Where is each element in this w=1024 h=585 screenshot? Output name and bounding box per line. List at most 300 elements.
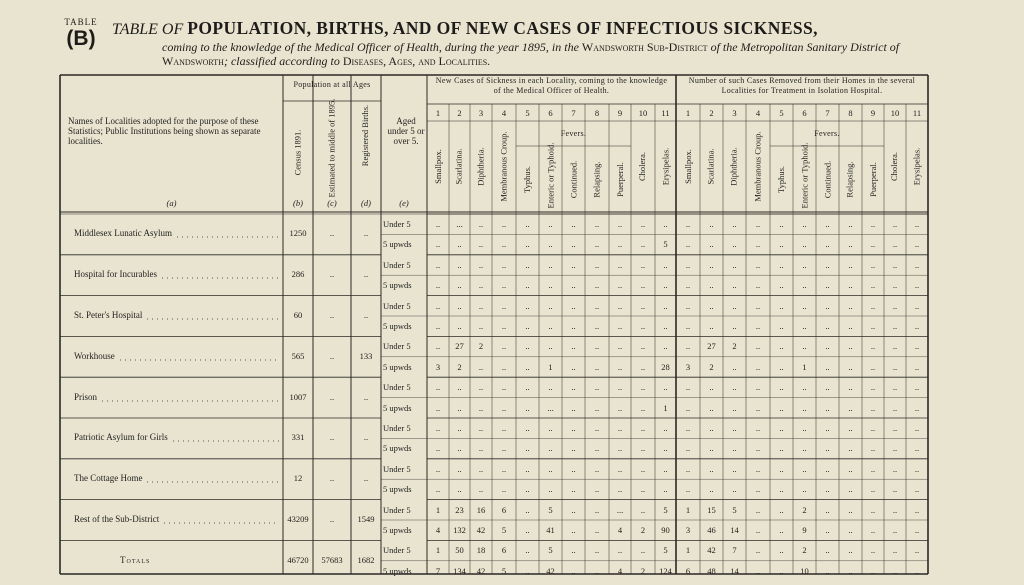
removed-case-value: ..: [892, 463, 898, 474]
removed-case-value: ..: [870, 239, 876, 250]
removed-case-value: ..: [802, 423, 807, 433]
new-case-value: ..: [501, 280, 507, 291]
new-case-value: ..: [525, 504, 530, 515]
removed-case-value: 2: [732, 341, 737, 352]
new-case-value: 2: [457, 361, 462, 372]
new-case-value: ..: [478, 239, 484, 250]
population-header: Population at all Ages: [293, 80, 371, 89]
disease-name: [723, 122, 746, 211]
new-case-value: 5: [501, 565, 507, 576]
removed-case-value: ..: [779, 321, 784, 331]
removed-case-value: ..: [870, 280, 876, 291]
new-case-value: ..: [594, 565, 600, 576]
new-case-value: ..: [501, 361, 507, 372]
removed-case-value: ..: [892, 361, 898, 372]
new-case-value: ..: [435, 321, 441, 331]
new-case-value: ..: [457, 259, 462, 270]
locality-name: Prison: [74, 391, 98, 402]
new-case-value: 1: [663, 402, 668, 413]
new-case-value: ..: [571, 280, 576, 291]
removed-case-value: ..: [848, 443, 853, 454]
estimated-header: [313, 98, 351, 200]
removed-case-value: ..: [870, 361, 876, 372]
removed-case-value: ..: [914, 545, 920, 556]
age-label: 5 upwds: [383, 443, 412, 454]
removed-case-value: ..: [848, 280, 853, 291]
disease-name: [816, 147, 839, 211]
disease-name-text: Erysipelas.: [660, 147, 671, 186]
disease-name-text: Membranous Croup.: [498, 131, 509, 202]
new-case-value: 5: [663, 239, 668, 250]
new-case-value: ..: [663, 259, 668, 270]
disease-name: [449, 122, 470, 211]
disease-name-text: Continued.: [822, 160, 833, 198]
new-case-value: ..: [525, 321, 530, 331]
removed-case-value: ..: [755, 280, 761, 291]
removed-case-value: ..: [870, 463, 876, 474]
removed-case-value: 48: [707, 565, 716, 576]
removed-case-value: ..: [685, 341, 691, 352]
new-case-value: ..: [617, 423, 623, 433]
new-case-value: ..: [478, 361, 484, 372]
removed-case-value: ..: [892, 545, 898, 556]
removed-case-value: ..: [870, 443, 876, 454]
births-value: ..: [363, 269, 369, 280]
removed-case-value: ..: [709, 219, 714, 229]
new-case-value: ..: [640, 423, 646, 433]
new-case-value: ..: [501, 341, 507, 352]
removed-case-value: ..: [709, 443, 714, 454]
new-case-value: ..: [663, 300, 668, 311]
new-case-value: 2: [478, 341, 484, 352]
removed-case-value: ..: [892, 423, 898, 433]
new-case-value: ..: [435, 219, 441, 229]
removed-case-value: ..: [848, 423, 853, 433]
disease-number: 8: [848, 108, 853, 118]
removed-case-value: ..: [685, 239, 691, 250]
new-case-value: ..: [435, 300, 441, 311]
removed-case-value: ..: [802, 239, 807, 250]
new-case-value: ..: [457, 239, 462, 250]
new-case-value: ..: [571, 565, 576, 576]
new-case-value: ..: [594, 545, 600, 556]
removed-case-value: ..: [709, 463, 714, 474]
disease-number: 2: [709, 108, 714, 118]
new-case-value: ..: [594, 321, 600, 331]
births-value: ..: [363, 473, 369, 484]
removed-case-value: 9: [802, 525, 807, 535]
births-value: 133: [359, 350, 373, 361]
disease-name: [516, 147, 539, 211]
new-case-value: ..: [548, 423, 553, 433]
removed-case-value: ..: [732, 239, 737, 250]
disease-name-text: Scarlatina.: [454, 148, 465, 185]
removed-case-value: ..: [892, 280, 898, 291]
removed-case-value: ..: [732, 361, 737, 372]
disease-name-text: Diphtheria.: [475, 147, 486, 186]
births-value: ..: [363, 310, 369, 320]
disease-name: [862, 147, 884, 211]
disease-number: 4: [755, 108, 761, 118]
removed-case-value: 1: [685, 545, 691, 556]
estimated-value: ..: [329, 391, 335, 402]
disease-name: [609, 147, 631, 211]
new-case-value: ..: [435, 443, 441, 454]
new-case-value: 4: [435, 525, 441, 535]
new-case-value: ..: [617, 463, 623, 474]
new-case-value: ..: [525, 300, 530, 311]
new-case-value: 3: [435, 361, 441, 372]
estimated-value: ..: [329, 350, 335, 361]
removed-case-value: ..: [732, 443, 737, 454]
disease-name-text: Relapsing.: [845, 160, 855, 198]
removed-case-value: ..: [914, 259, 920, 270]
new-case-value: ..: [525, 443, 530, 454]
removed-case-value: ..: [755, 361, 761, 372]
removed-case-value: ..: [892, 382, 898, 393]
new-case-value: ..: [548, 484, 553, 495]
new-case-value: ..: [548, 443, 553, 454]
births-header: [351, 80, 381, 190]
new-case-value: 18: [476, 545, 486, 556]
removed-case-value: ..: [870, 219, 876, 229]
new-case-value: ..: [571, 300, 576, 311]
removed-case-value: ..: [802, 341, 807, 352]
removed-case-value: ..: [709, 484, 714, 495]
new-case-value: 124: [659, 565, 672, 576]
age-label: Under 5: [383, 382, 411, 393]
new-case-value: ..: [457, 321, 462, 331]
removed-case-value: ..: [755, 259, 761, 270]
new-case-value: 90: [661, 525, 670, 535]
new-case-value: ..: [457, 423, 462, 433]
removed-case-value: ..: [870, 423, 876, 433]
names-header: Names of Localities adopted for the purpose of these Statistics; Public Institutions being shown as separate localities.: [68, 116, 261, 146]
disease-name: [676, 122, 700, 211]
removed-case-value: ..: [892, 239, 898, 250]
removed-case-value: ..: [825, 280, 830, 291]
new-case-value: ..: [548, 280, 553, 291]
new-case-value: 132: [453, 525, 466, 535]
removed-case-value: ..: [779, 300, 784, 311]
new-case-value: ..: [571, 504, 576, 515]
removed-case-value: ..: [825, 525, 830, 535]
subtitle-part: Wandsworth Sub-District: [581, 40, 708, 54]
age-label: 5 upwds: [383, 361, 412, 372]
disease-name-text: Puerperal.: [614, 161, 625, 197]
removed-case-value: ..: [825, 565, 830, 576]
new-case-value: ..: [617, 545, 623, 556]
removed-case-value: ..: [755, 525, 761, 535]
new-case-value: ..: [640, 300, 646, 311]
new-case-value: ..: [617, 280, 623, 291]
removed-case-value: ..: [779, 259, 784, 270]
disease-number: 7: [825, 108, 830, 118]
fevers-header: Fevers.: [814, 129, 840, 138]
new-case-value: ..: [571, 341, 576, 352]
removed-case-value: ..: [914, 341, 920, 352]
age-label: Under 5: [383, 504, 411, 515]
new-case-value: ..: [571, 382, 576, 393]
removed-case-value: ..: [848, 504, 853, 515]
removed-case-value: 27: [707, 341, 716, 352]
new-case-value: ..: [594, 219, 600, 229]
removed-case-value: ..: [870, 382, 876, 393]
disease-name: [470, 122, 492, 211]
new-case-value: ..: [594, 423, 600, 433]
removed-case-value: ..: [732, 219, 737, 229]
new-case-value: 42: [476, 565, 486, 576]
new-case-value: ..: [457, 463, 462, 474]
removed-case-value: ..: [685, 423, 691, 433]
estimated-value: ..: [329, 269, 335, 280]
new-case-value: ..: [594, 484, 600, 495]
births-value: ..: [363, 391, 369, 402]
removed-case-value: ..: [755, 484, 761, 495]
removed-case-value: ..: [914, 525, 920, 535]
new-case-value: ..: [663, 443, 668, 454]
new-case-value: ..: [571, 219, 576, 229]
estimated-value: ..: [329, 310, 335, 320]
column-letter: (e): [399, 198, 409, 208]
removed-case-value: ..: [914, 402, 920, 413]
removed-case-value: ..: [732, 321, 737, 331]
removed-case-value: 2: [709, 361, 714, 372]
removed-case-value: ..: [870, 402, 876, 413]
disease-number: 4: [501, 108, 507, 118]
census-value: 565: [291, 350, 305, 361]
disease-number: 10: [638, 108, 648, 118]
disease-name: [906, 122, 928, 211]
new-case-value: ..: [640, 463, 646, 474]
new-case-value: ..: [478, 259, 484, 270]
removed-case-value: ..: [779, 239, 784, 250]
new-case-value: ..: [501, 239, 507, 250]
removed-case-value: ..: [848, 321, 853, 331]
removed-case-value: ..: [892, 525, 898, 535]
removed-case-value: ..: [892, 565, 898, 576]
removed-case-value: ..: [892, 219, 898, 229]
new-case-value: 5: [501, 525, 507, 535]
locality-name: Rest of the Sub-District: [74, 514, 160, 524]
disease-number: 2: [457, 108, 462, 118]
disease-number: 8: [594, 108, 600, 118]
locality-name: Patriotic Asylum for Girls: [74, 432, 168, 443]
disease-name: [793, 141, 816, 211]
disease-name-text: Smallpox.: [682, 149, 693, 184]
disease-name: [492, 122, 516, 211]
removed-case-value: ..: [779, 545, 784, 556]
disease-name-text: Diphtheria.: [729, 147, 740, 186]
disease-name-text: Cholera.: [889, 151, 900, 182]
removed-case-value: ..: [802, 443, 807, 454]
new-case-value: ..: [525, 361, 530, 372]
locality-name: Hospital for Incurables: [74, 269, 157, 280]
removed-case-value: ..: [732, 300, 737, 311]
fevers-header: Fevers.: [560, 129, 587, 138]
removed-case-value: ..: [914, 300, 920, 311]
removed-case-value: ..: [709, 423, 714, 433]
new-case-value: ..: [478, 443, 484, 454]
removed-case-value: ..: [892, 443, 898, 454]
locality-name: St. Peter's Hospital: [74, 310, 143, 320]
removed-case-value: ..: [685, 300, 691, 311]
disease-name-text: Typhus.: [522, 165, 533, 193]
disease-number: 1: [435, 108, 441, 118]
removed-case-value: ..: [709, 382, 714, 393]
new-case-value: ...: [456, 219, 463, 229]
removed-case-value: ..: [779, 280, 784, 291]
new-case-value: ..: [663, 321, 668, 331]
new-case-value: ..: [640, 239, 646, 250]
new-case-value: ..: [594, 239, 600, 250]
new-case-value: 42: [546, 565, 555, 576]
removed-case-value: ..: [755, 402, 761, 413]
removed-case-value: ..: [755, 321, 761, 331]
removed-case-value: ..: [825, 341, 830, 352]
age-label: 5 upwds: [383, 280, 412, 291]
new-case-value: 2: [640, 565, 646, 576]
births-value: ..: [363, 432, 369, 443]
removed-case-value: ..: [779, 382, 784, 393]
new-case-value: 6: [501, 504, 507, 515]
column-letter: (a): [166, 198, 177, 208]
removed-case-value: ..: [802, 219, 807, 229]
new-case-value: ..: [435, 239, 441, 250]
new-case-value: 5: [548, 545, 553, 556]
removed-case-value: ..: [732, 259, 737, 270]
locality-name: The Cottage Home: [74, 473, 143, 484]
disease-number: 6: [548, 108, 553, 118]
new-case-value: ..: [594, 402, 600, 413]
new-case-value: ..: [663, 280, 668, 291]
disease-name: [539, 141, 562, 211]
new-case-value: ..: [640, 402, 646, 413]
new-case-value: ...: [547, 402, 554, 413]
new-case-value: 2: [640, 525, 646, 535]
disease-name-text: Membranous Croup.: [752, 131, 763, 202]
removed-case-value: ..: [755, 443, 761, 454]
new-case-value: ..: [571, 463, 576, 474]
new-case-value: ..: [435, 484, 441, 495]
removed-case-value: ..: [779, 219, 784, 229]
new-case-value: ..: [617, 219, 623, 229]
removed-case-value: 14: [730, 525, 739, 535]
new-case-value: ..: [548, 239, 553, 250]
census-header: [283, 104, 313, 200]
new-case-value: ..: [501, 402, 507, 413]
disease-name-text: Enteric or Typhoid.: [545, 141, 555, 208]
new-case-value: ..: [501, 423, 507, 433]
removed-case-value: ..: [709, 321, 714, 331]
census-header-text: Census 1891.: [292, 129, 303, 175]
new-case-value: ..: [501, 443, 507, 454]
new-case-value: ..: [478, 280, 484, 291]
census-value: 1250: [289, 228, 307, 239]
removed-case-value: ..: [870, 504, 876, 515]
new-case-value: ..: [478, 300, 484, 311]
subtitle-part: of the Metropolitan Sanitary District of: [707, 40, 900, 54]
removed-case-value: ..: [892, 484, 898, 495]
removed-case-value: ..: [802, 300, 807, 311]
new-case-value: ..: [663, 219, 668, 229]
new-case-value: ..: [525, 280, 530, 291]
removed-case-value: ..: [892, 402, 898, 413]
new-case-value: ..: [501, 382, 507, 393]
removed-case-value: ..: [755, 504, 761, 515]
disease-number: 11: [912, 108, 922, 118]
column-letter: (c): [327, 198, 337, 208]
new-case-value: 28: [661, 361, 670, 372]
new-case-value: ..: [571, 545, 576, 556]
removed-case-value: ..: [825, 443, 830, 454]
census-value: 43209: [287, 514, 309, 524]
disease-name-text: Enteric or Typhoid.: [799, 141, 809, 208]
removed-case-value: ..: [825, 219, 830, 229]
removed-case-value: ..: [802, 321, 807, 331]
removed-case-value: 1: [685, 504, 691, 515]
new-case-value: 7: [435, 565, 441, 576]
removed-case-value: 1: [802, 361, 807, 372]
removed-case-value: ..: [914, 443, 920, 454]
removed-case-value: ..: [870, 545, 876, 556]
removed-case-value: ..: [755, 565, 761, 576]
new-case-value: ..: [571, 361, 576, 372]
locality-name: Middlesex Lunatic Asylum: [74, 228, 172, 239]
removed-case-value: ..: [870, 484, 876, 495]
removed-header: Number of such Cases Removed from their Homes in the several Localities for Treatment in Isolation Hospital.: [688, 76, 916, 95]
removed-case-value: ..: [755, 423, 761, 433]
new-case-value: ..: [435, 280, 441, 291]
new-case-value: ..: [640, 259, 646, 270]
new-case-value: ..: [571, 423, 576, 433]
removed-case-value: ..: [685, 280, 691, 291]
new-case-value: 5: [663, 504, 668, 515]
new-case-value: 134: [453, 565, 466, 576]
new-case-value: ..: [617, 239, 623, 250]
removed-case-value: ..: [802, 484, 807, 495]
removed-case-value: ..: [709, 300, 714, 311]
new-case-value: 41: [546, 525, 555, 535]
new-case-value: 5: [548, 504, 553, 515]
new-case-value: ..: [525, 382, 530, 393]
new-case-value: ..: [525, 463, 530, 474]
new-case-value: ..: [640, 219, 646, 229]
new-case-value: ..: [617, 259, 623, 270]
age-label: 5 upwds: [383, 239, 412, 250]
age-label: Under 5: [383, 463, 411, 474]
disease-number: 10: [890, 108, 900, 118]
disease-name-text: Cholera.: [637, 151, 648, 182]
new-case-value: 4: [617, 525, 623, 535]
new-case-value: 42: [476, 525, 486, 535]
new-case-value: ..: [548, 382, 553, 393]
new-case-value: 16: [476, 504, 486, 515]
new-case-value: ..: [478, 382, 484, 393]
disease-name: [884, 122, 906, 211]
removed-case-value: ..: [825, 484, 830, 495]
new-case-value: ..: [594, 280, 600, 291]
new-case-value: ..: [571, 321, 576, 331]
removed-case-value: ..: [732, 423, 737, 433]
removed-case-value: ..: [825, 402, 830, 413]
removed-case-value: ..: [848, 525, 853, 535]
removed-case-value: ..: [892, 504, 898, 515]
new-case-value: ..: [571, 443, 576, 454]
removed-case-value: ..: [825, 259, 830, 270]
removed-case-value: ..: [914, 361, 920, 372]
new-case-value: ..: [640, 382, 646, 393]
